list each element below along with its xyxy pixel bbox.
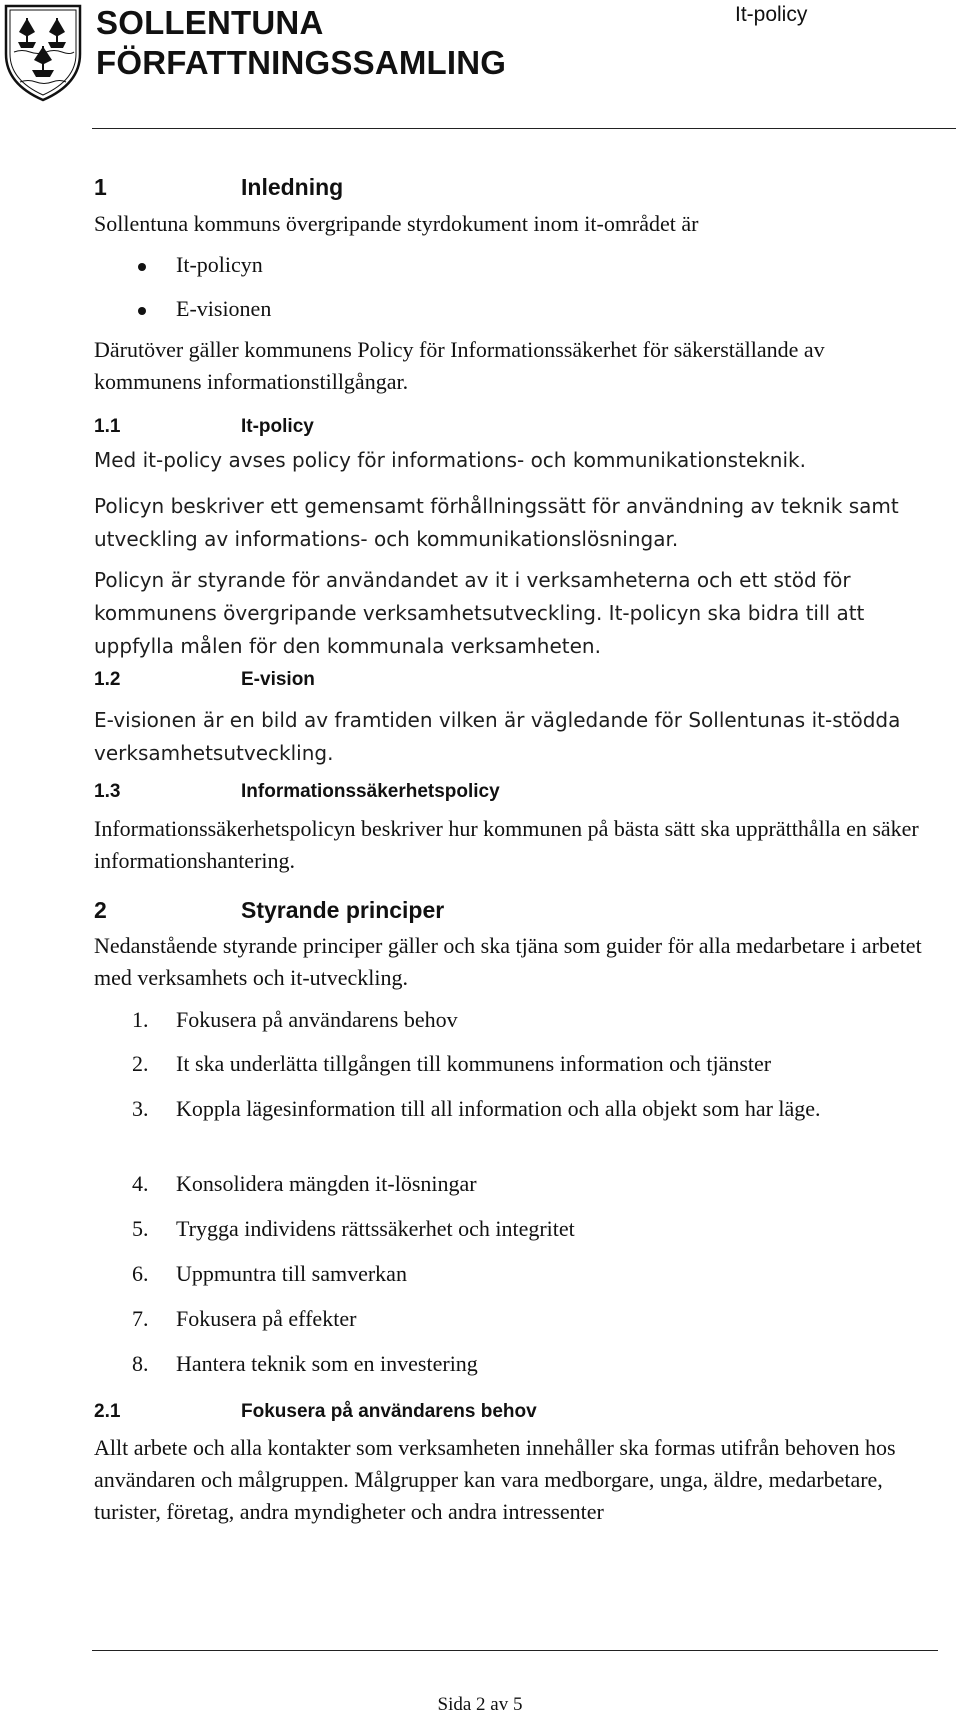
heading-number: 2 (94, 897, 107, 923)
list-number: 8. (132, 1351, 149, 1376)
heading-text: It-policy (241, 416, 314, 437)
heading-text: Informationssäkerhetspolicy (241, 781, 500, 802)
paragraph: Informationssäkerhetspolicyn beskriver hur kommunen på bästa sätt ska upprätthålla en säker informationshantering. (94, 816, 919, 873)
heading-1 (94, 174, 343, 201)
list-number: 2. (132, 1051, 149, 1076)
bullet-text: E-visionen (176, 296, 272, 321)
heading-2-1 (94, 1401, 537, 1423)
heading-1-1 (94, 416, 314, 438)
bullet-icon (138, 263, 146, 271)
org-name-line1: SOLLENTUNA (96, 4, 324, 41)
heading-number: 2.1 (94, 1401, 121, 1422)
heading-1-2 (94, 669, 315, 691)
org-name-line2: FÖRFATTNINGSSAMLING (96, 44, 507, 81)
list-text: Trygga individens rättssäkerhet och integritet (176, 1216, 575, 1241)
list-text: Koppla lägesinformation till all information och alla objekt som har läge. (176, 1096, 821, 1121)
list-text: Hantera teknik som en investering (176, 1351, 478, 1376)
bullet-item (94, 252, 934, 284)
footer-divider (92, 1650, 938, 1651)
header-divider (92, 128, 956, 129)
list-text: Konsolidera mängden it-lösningar (176, 1171, 477, 1196)
list-text: Fokusera på användarens behov (176, 1007, 458, 1032)
paragraph: E-visionen är en bild av framtiden vilken är vägledande för Sollentunas it-stödda verksamhetsutveckling. (94, 708, 901, 765)
paragraph: Därutöver gäller kommunens Policy för Informationssäkerhet för säkerställande av kommunens informationstillgångar. (94, 337, 825, 394)
list-text: Uppmuntra till samverkan (176, 1261, 407, 1286)
heading-text: Fokusera på användarens behov (241, 1401, 537, 1422)
heading-text: Styrande principer (241, 897, 445, 923)
heading-number: 1.3 (94, 781, 121, 802)
heading-1-3 (94, 781, 500, 803)
heading-text: Inledning (241, 174, 344, 200)
bullet-item (94, 296, 934, 328)
page-number: Sida 2 av 5 (437, 1694, 523, 1715)
list-text: Fokusera på effekter (176, 1306, 357, 1331)
heading-text: E-vision (241, 669, 315, 690)
heading-number: 1.2 (94, 669, 121, 690)
heading-2 (94, 897, 444, 924)
list-number: 7. (132, 1306, 149, 1331)
paragraph: Nedanstående styrande principer gäller och ska tjäna som guider för alla medarbetare i arbetet med verksamhets och it-utveckling. (94, 933, 922, 990)
paragraph: Sollentuna kommuns övergripande styrdokument inom it-området är (94, 211, 699, 236)
list-number: 1. (132, 1007, 149, 1032)
paragraph: Policyn beskriver ett gemensamt förhållningssätt för användning av teknik samt utveckling av informations- och kommunikationslösningar. (94, 494, 899, 551)
bullet-text: It-policyn (176, 252, 263, 277)
heading-number: 1 (94, 174, 107, 200)
coat-of-arms-icon (2, 2, 84, 102)
paragraph: Allt arbete och alla kontakter som verksamheten innehåller ska formas utifrån behoven hos användaren och målgruppen. Målgrupper kan vara medborgare, unga, äldre, medarbetare, turister, företag, andra myndigheter och andra intressenter (94, 1435, 896, 1524)
list-number: 3. (132, 1096, 149, 1121)
list-number: 6. (132, 1261, 149, 1286)
list-number: 5. (132, 1216, 149, 1241)
list-text: It ska underlätta tillgången till kommunens information och tjänster (176, 1051, 772, 1076)
list-number: 4. (132, 1171, 149, 1196)
paragraph: Policyn är styrande för användandet av it i verksamheterna och ett stöd för kommunens övergripande verksamhetsutveckling. It-policyn ska bidra till att uppfylla målen för den kommunala verksamheten. (94, 568, 865, 658)
document-title: It-policy (735, 3, 808, 26)
heading-number: 1.1 (94, 416, 121, 437)
paragraph: Med it-policy avses policy för informations- och kommunikationsteknik. (94, 448, 806, 472)
bullet-icon (138, 307, 146, 315)
page-header (0, 0, 960, 130)
